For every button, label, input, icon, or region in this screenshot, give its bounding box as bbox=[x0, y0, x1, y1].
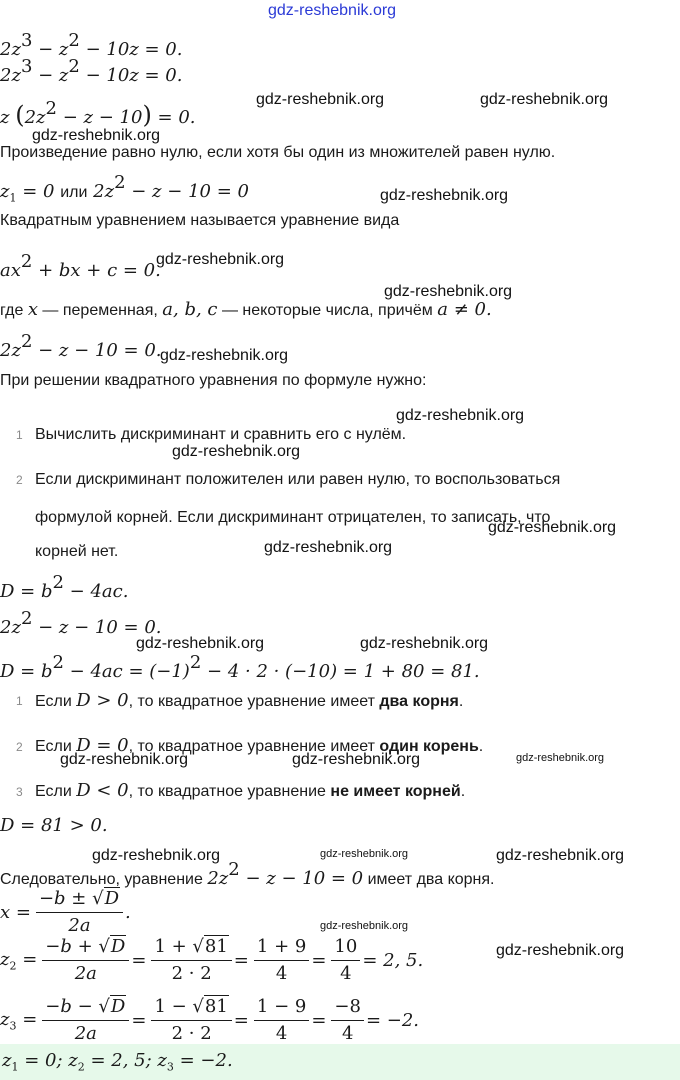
therefore-text: имеет два корня. bbox=[367, 871, 495, 888]
watermark: gdz-reshebnik.org bbox=[256, 91, 385, 108]
case-text: . bbox=[460, 783, 466, 800]
equation-line: $z_1 = 0$ или $2z^2 - z - 10 = 0$ bbox=[0, 172, 249, 205]
watermark: gdz-reshebnik.org bbox=[32, 127, 161, 144]
where-text: где bbox=[0, 302, 24, 319]
watermark: gdz-reshebnik.org bbox=[488, 519, 617, 536]
list-item: формулой корней. Если дискриминант отрицателен, то записать, что bbox=[35, 509, 551, 526]
watermark: gdz-reshebnik.org bbox=[360, 635, 489, 652]
watermark: gdz-reshebnik.org bbox=[160, 347, 289, 364]
paragraph: Квадратным уравнением называется уравнение вида bbox=[0, 212, 400, 229]
where-text: — некоторые числа, причём bbox=[221, 302, 433, 319]
equation-line: $D = b^2 - 4ac = (-1)^2 - 4 \cdot 2 \cdot (-10) = 1 + 80 = 81$. bbox=[0, 652, 480, 682]
watermark: gdz-reshebnik.org bbox=[380, 187, 509, 204]
paragraph bbox=[0, 299, 492, 322]
list-item: Вычислить дискриминант и сравнить его с нулём. bbox=[35, 426, 407, 443]
therefore-text: Следовательно, уравнение bbox=[0, 871, 203, 888]
equation-line: $2z^3 - z^2 - 10z = 0$. bbox=[0, 56, 183, 86]
equation-line: $ax^2$ + bx + c = 0. bbox=[0, 251, 161, 281]
watermark: gdz-reshebnik.org bbox=[516, 752, 605, 764]
equation-line: $2z^2 - z - 10 = 0$. bbox=[0, 331, 162, 361]
case-bold: не имеет корней bbox=[330, 783, 461, 800]
watermark: gdz-reshebnik.org bbox=[396, 407, 525, 424]
case-text: . bbox=[458, 693, 464, 710]
root-z3-formula: $z_3$ = $\frac{-b - √D}{2a}$ = $\frac{1 - √81}{2 \cdot 2}$ = $\frac{1 - 9}{4}$ = $\frac{-8}{4}$ = −2. bbox=[0, 996, 420, 1044]
watermark: gdz-reshebnik.org bbox=[320, 920, 409, 932]
answer-line: $z_1 = 0$; $z_2 = 2$, 5; $z_3 = -2$. bbox=[2, 1050, 233, 1074]
list-item bbox=[35, 690, 463, 713]
root-z2-formula: $z_2$ = $\frac{-b + √D}{2a}$ = $\frac{1 + √81}{2 \cdot 2}$ = $\frac{1 + 9}{4}$ = $\frac{10}{4}$ = 2, 5. bbox=[0, 936, 424, 984]
equation-line: z $(2z^2 - z - 10) = 0$. bbox=[0, 98, 196, 129]
watermark: gdz-reshebnik.org bbox=[480, 91, 609, 108]
watermark: gdz-reshebnik.org bbox=[268, 2, 397, 19]
list-number: 3 bbox=[16, 785, 23, 799]
math-inline: x bbox=[27, 299, 38, 320]
list-number: 1 bbox=[16, 694, 23, 708]
list-number: 2 bbox=[16, 740, 23, 754]
watermark: gdz-reshebnik.org bbox=[320, 848, 409, 860]
where-text: — переменная, bbox=[42, 302, 158, 319]
watermark: gdz-reshebnik.org bbox=[136, 635, 265, 652]
math-inline: a ≠ 0. bbox=[437, 299, 492, 320]
watermark: gdz-reshebnik.org bbox=[60, 751, 189, 768]
or-word: или bbox=[60, 184, 88, 201]
watermark: gdz-reshebnik.org bbox=[292, 751, 421, 768]
paragraph: При решении квадратного уравнения по формуле нужно: bbox=[0, 372, 427, 389]
watermark: gdz-reshebnik.org bbox=[156, 251, 285, 268]
math-inline: $2z^2 - z - 10 = 0$ bbox=[207, 859, 364, 889]
case-bold: один корень bbox=[379, 738, 479, 755]
list-item bbox=[35, 780, 465, 803]
watermark: gdz-reshebnik.org bbox=[172, 443, 301, 460]
case-text: , то квадратное уравнение bbox=[128, 783, 326, 800]
watermark: gdz-reshebnik.org bbox=[92, 847, 221, 864]
case-text: Если bbox=[35, 693, 72, 710]
watermark: gdz-reshebnik.org bbox=[384, 283, 513, 300]
case-text: Если bbox=[35, 738, 72, 755]
math-inline: D < 0 bbox=[76, 780, 129, 801]
list-number: 2 bbox=[16, 473, 23, 487]
math-inline: D > 0 bbox=[76, 690, 129, 711]
list-item: Если дискриминант положителен или равен нулю, то воспользоваться bbox=[35, 471, 561, 488]
case-text: , то квадратное уравнение имеет bbox=[128, 738, 375, 755]
root-formula: x = $\frac{-b \pm √D}{2a}$ . bbox=[0, 888, 131, 936]
math-inline: D = 0 bbox=[76, 735, 129, 756]
list-number: 1 bbox=[16, 428, 23, 442]
equation-line: $D = b^2 - 4ac$. bbox=[0, 572, 129, 602]
equation-line: $2z^2 - z - 10 = 0$. bbox=[0, 608, 162, 638]
equation-line: D = 81 > 0. bbox=[0, 815, 108, 836]
watermark: gdz-reshebnik.org bbox=[496, 942, 625, 959]
paragraph: Произведение равно нулю, если хотя бы один из множителей равен нулю. bbox=[0, 144, 556, 161]
list-item: корней нет. bbox=[35, 543, 119, 560]
watermark: gdz-reshebnik.org bbox=[496, 847, 625, 864]
case-bold: два корня bbox=[379, 693, 459, 710]
watermark: gdz-reshebnik.org bbox=[264, 539, 393, 556]
case-text: . bbox=[478, 738, 484, 755]
math-inline: a, b, c bbox=[162, 299, 218, 320]
equation-line: $2z^3 - z^2 - 10z = 0$. bbox=[0, 30, 183, 60]
case-text: , то квадратное уравнение имеет bbox=[128, 693, 375, 710]
case-text: Если bbox=[35, 783, 72, 800]
